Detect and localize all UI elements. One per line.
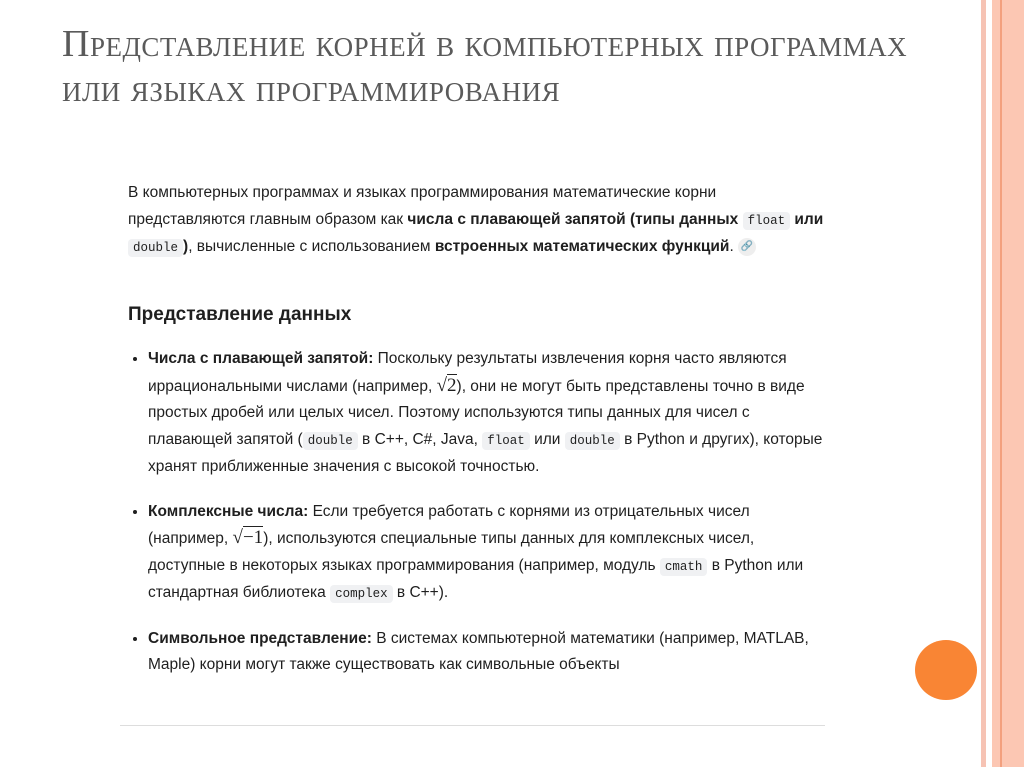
bold-text: встроенных математических функций bbox=[434, 238, 730, 255]
text: в Python или стандартная библиотека bbox=[148, 556, 804, 601]
text: или bbox=[529, 430, 565, 448]
text: в C++). bbox=[392, 584, 449, 601]
text: ), они не могут быть представлены точно в виде простых дробей или целых чисел. Поэтому используются типы данных для чисел с плавающей запятой ( bbox=[148, 377, 805, 448]
list-item bbox=[148, 346, 825, 481]
item-label: Комплексные числа: bbox=[148, 502, 309, 520]
bold-text: числа с плавающей запятой (типы данных bbox=[407, 210, 739, 228]
text: в C++, C#, Java, bbox=[357, 430, 483, 448]
text: в Python и других), которые хранят приближенные значения с высокой точностью. bbox=[148, 430, 823, 475]
text: Если требуется работать с корнями из отрицательных чисел (например, bbox=[148, 502, 750, 547]
embedded-screenshot bbox=[120, 180, 825, 726]
text: ), используются специальные типы данных для комплексных чисел, доступные в некоторых языках программирования (например, модуль bbox=[148, 530, 755, 574]
intro-paragraph bbox=[120, 180, 825, 262]
code: double bbox=[303, 432, 358, 450]
decorative-circle bbox=[915, 640, 977, 700]
text: В системах компьютерной математики (например, MATLAB, Maple) корни могут также существовать как символьные объекты bbox=[148, 629, 809, 673]
text: , вычисленные с использованием bbox=[188, 238, 435, 255]
list-item bbox=[148, 499, 825, 608]
link-icon[interactable]: 🔗 bbox=[738, 238, 756, 256]
radicand: −1 bbox=[242, 527, 264, 548]
code: complex bbox=[330, 585, 393, 603]
text: . bbox=[729, 238, 734, 255]
slide-title: Представление корней в компьютерных программах или языках программирования bbox=[62, 23, 908, 110]
list-item bbox=[148, 626, 825, 679]
decorative-line bbox=[1000, 0, 1002, 767]
code: double bbox=[565, 432, 620, 450]
code: float bbox=[482, 432, 530, 450]
radicand: 2 bbox=[447, 374, 457, 396]
bold-text: или bbox=[794, 210, 824, 228]
item-label: Символьное представление: bbox=[148, 629, 372, 647]
code-float: float bbox=[743, 212, 791, 230]
sqrt-formula: √−1 bbox=[232, 527, 264, 548]
text: В компьютерных программах и языках программирования математические корни представляются главным образом как bbox=[128, 184, 717, 228]
code: cmath bbox=[660, 558, 708, 576]
bullet-list bbox=[120, 346, 825, 679]
decorative-band bbox=[992, 0, 1024, 767]
text: Поскольку результаты извлечения корня часто являются иррациональными числами (например, bbox=[148, 350, 787, 395]
section-heading: Представление данных bbox=[128, 303, 352, 325]
bold-text: ) bbox=[183, 238, 189, 255]
sqrt-formula: √2 bbox=[436, 374, 457, 396]
code-double: double bbox=[128, 239, 183, 257]
item-label: Числа с плавающей запятой: bbox=[148, 350, 374, 367]
decorative-stripe bbox=[981, 0, 986, 767]
